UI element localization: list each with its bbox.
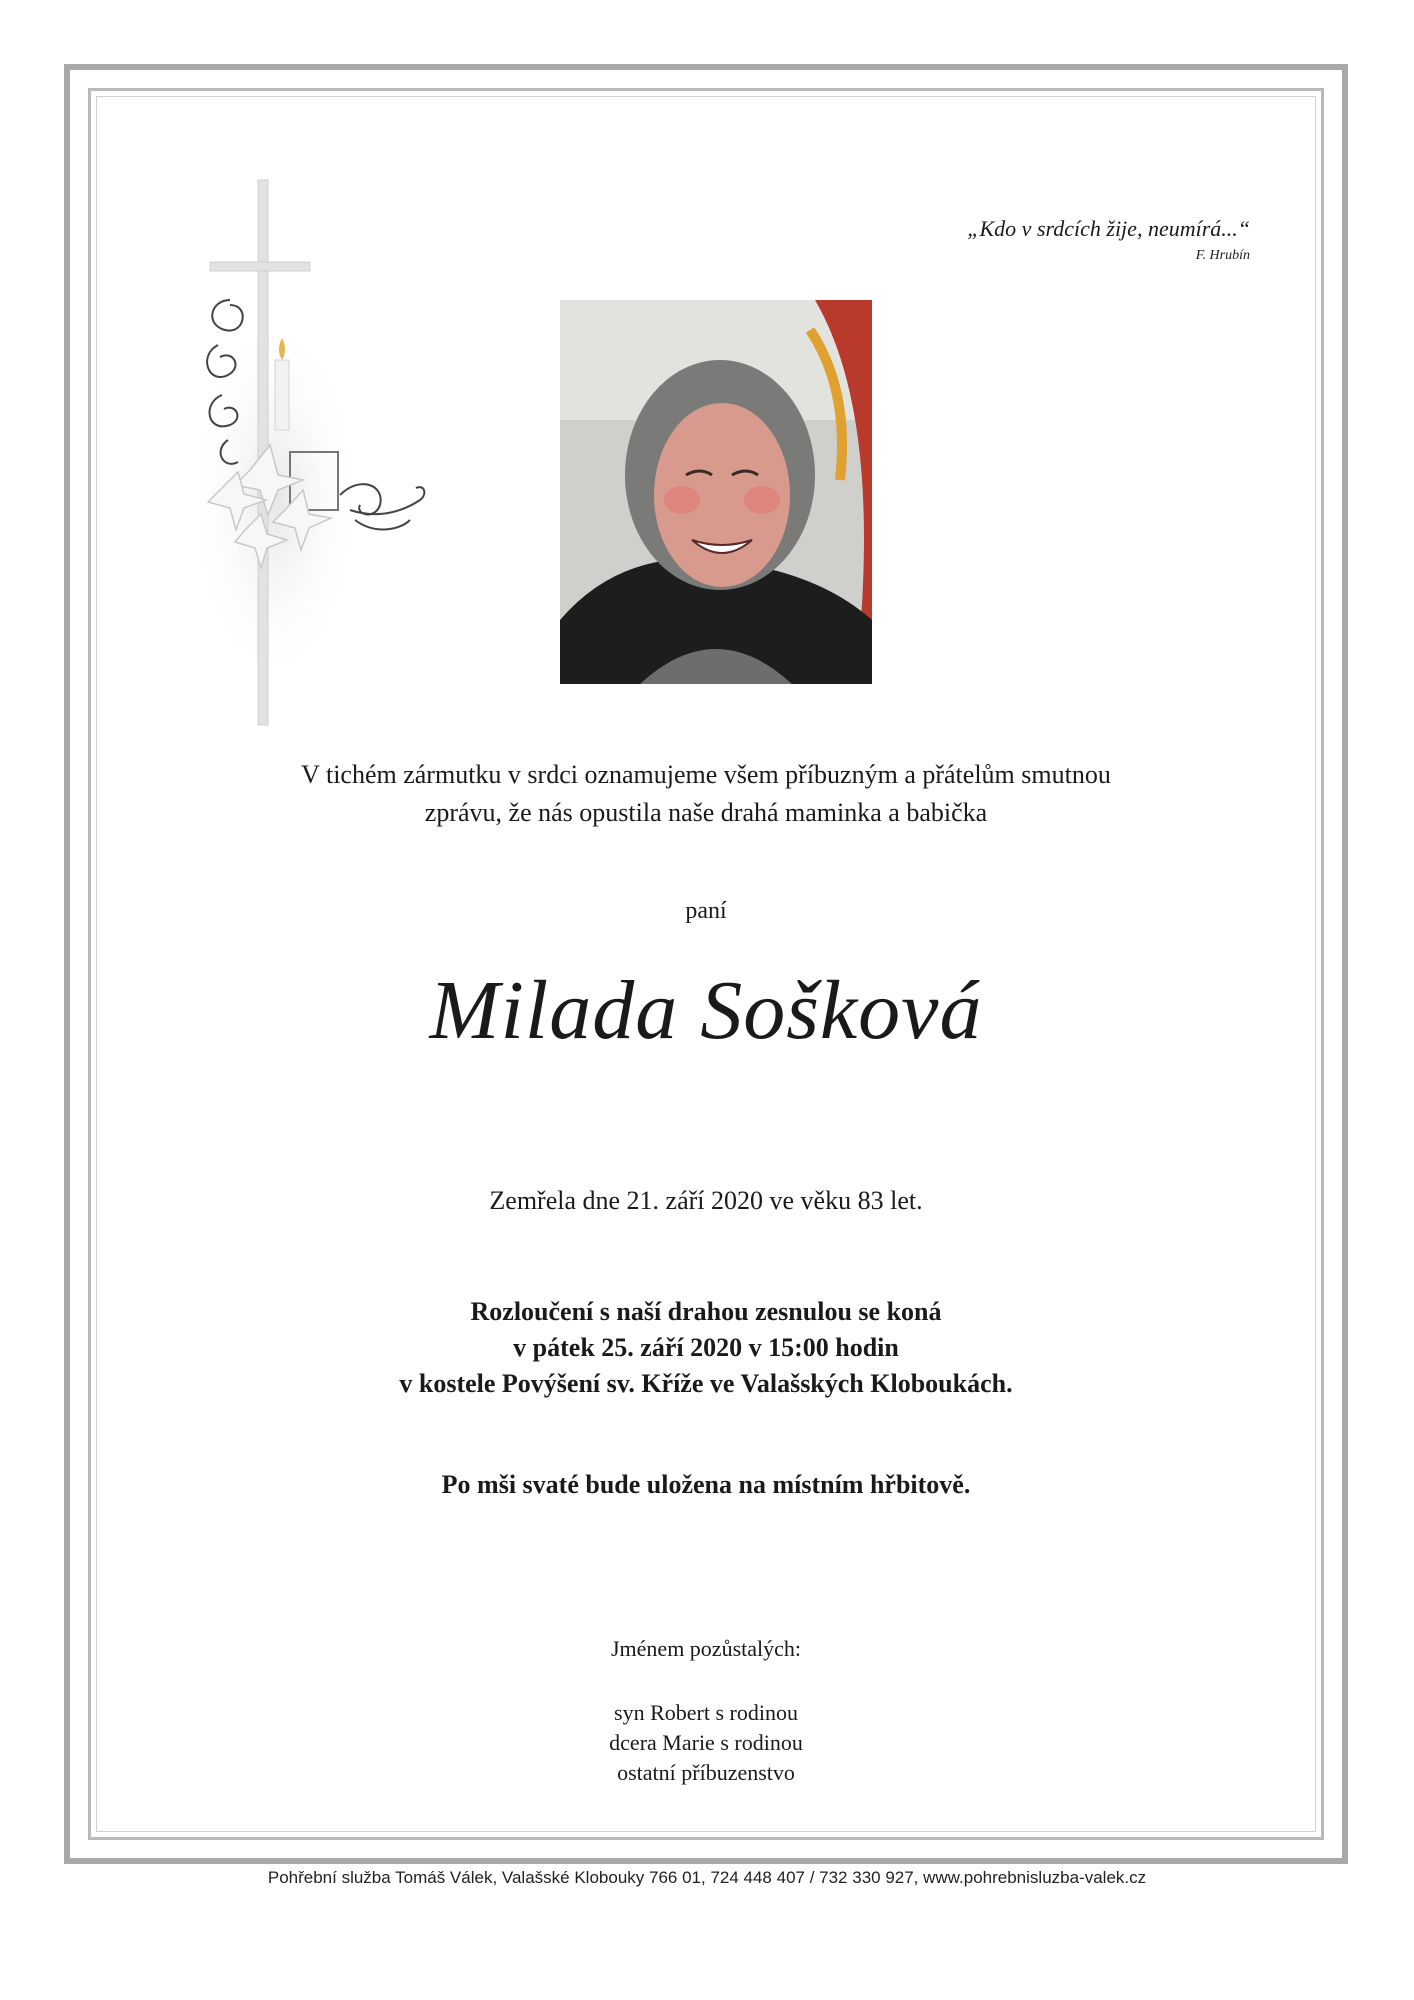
- family-member: syn Robert s rodinou: [614, 1700, 798, 1725]
- burial-info: Po mši svaté bude uložena na místním hřbitově.: [441, 1470, 971, 1499]
- farewell-info: [96, 1294, 1316, 1402]
- signed-by: Jménem pozůstalých:: [610, 1636, 801, 1661]
- family-list: [96, 1698, 1316, 1788]
- candle-icon: [275, 360, 289, 430]
- motto-author: F. Hrubín: [1195, 248, 1250, 263]
- deceased-name: Milada Sošková: [429, 964, 983, 1057]
- family-member: ostatní příbuzenstvo: [617, 1760, 795, 1785]
- cross-lily-decoration: [190, 170, 450, 740]
- farewell-line-1: Rozloučení s naší drahou zesnulou se koná: [470, 1297, 942, 1326]
- motto: [967, 216, 1250, 264]
- intro-line-1: V tichém zármutku v srdci oznamujeme všem příbuzným a přátelům smutnou: [301, 760, 1111, 789]
- announcement-intro: [96, 756, 1316, 832]
- family-member: dcera Marie s rodinou: [609, 1730, 803, 1755]
- funeral-service-footer: Pohřební služba Tomáš Válek, Valašské Klobouky 766 01, 724 448 407 / 732 330 927, www.pohrebnisluzba-valek.cz: [267, 1868, 1147, 1887]
- portrait-photo: [560, 300, 872, 684]
- intro-line-2: zprávu, že nás opustila naše drahá maminka a babička: [424, 798, 988, 827]
- motto-quote: „Kdo v srdcích žije, neumírá...“: [967, 216, 1250, 241]
- farewell-line-2: v pátek 25. září 2020 v 15:00 hodin: [513, 1333, 899, 1362]
- farewell-line-3: v kostele Povýšení sv. Kříže ve Valašských Kloboukách.: [399, 1369, 1013, 1398]
- death-date: Zemřela dne 21. září 2020 ve věku 83 let.: [489, 1186, 923, 1215]
- title-word: paní: [685, 898, 727, 924]
